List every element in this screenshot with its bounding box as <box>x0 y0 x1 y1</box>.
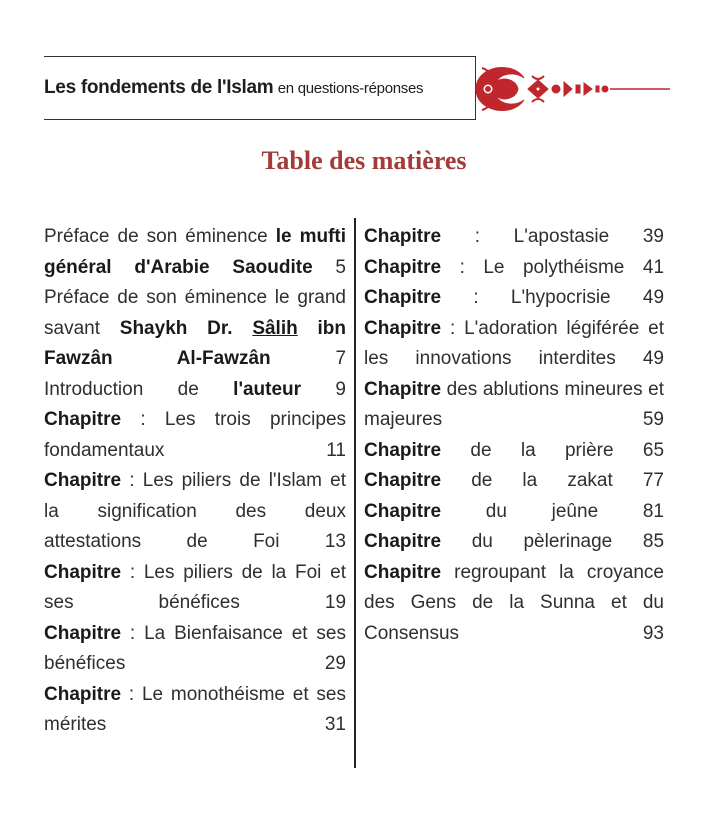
running-header <box>44 56 476 120</box>
page-number: 93 <box>642 622 664 644</box>
page-number: 81 <box>642 500 664 522</box>
chapter-label: Chapitre <box>364 439 442 461</box>
arabesque-ornament-icon <box>472 58 672 120</box>
chapter-text: L'hypocrisie <box>510 287 611 308</box>
page-number: 29 <box>324 653 346 674</box>
page-number: 5 <box>335 256 346 278</box>
page-number: 49 <box>642 287 665 308</box>
toc-entry-chapter[interactable] <box>364 253 664 284</box>
chapter-text: Les piliers de la Foi et ses bénéfices <box>44 561 346 613</box>
toc-entry-chapter[interactable] <box>44 466 346 558</box>
chapter-separator: : <box>441 226 514 247</box>
toc-entry-chapter[interactable] <box>44 619 346 680</box>
column-divider <box>354 218 356 768</box>
chapter-label: Chapitre <box>364 287 442 308</box>
page-number: 7 <box>335 348 347 369</box>
chapter-text: de la prière <box>470 439 614 461</box>
chapter-separator <box>441 562 454 583</box>
toc-title: Table des matières <box>261 146 467 175</box>
entry-bold: le mufti général d'Arabie Saoudite <box>44 226 347 278</box>
chapter-text: L'apostasie <box>513 226 610 247</box>
toc-entry-chapter[interactable] <box>364 436 664 467</box>
page-number: 39 <box>642 226 664 247</box>
toc-entry-chapter[interactable] <box>44 405 346 466</box>
chapter-separator <box>441 501 486 522</box>
toc-entry-chapter[interactable] <box>44 680 346 741</box>
chapter-text: Les trois principes fondamentaux <box>44 409 347 461</box>
toc-entry-preface-mufti[interactable] <box>44 222 346 283</box>
chapter-text: de la zakat <box>471 470 613 491</box>
toc-entry-chapter[interactable] <box>364 558 664 650</box>
chapter-label: Chapitre <box>364 226 442 247</box>
page-number: 77 <box>642 470 664 491</box>
chapter-label: Chapitre <box>364 378 442 400</box>
chapter-label: Chapitre <box>44 683 122 705</box>
chapter-separator <box>441 470 471 491</box>
chapter-label: Chapitre <box>364 256 442 278</box>
chapter-separator <box>441 531 472 552</box>
book-title: Les fondements de l'Islam <box>44 77 274 98</box>
toc-entry-chapter[interactable] <box>364 497 664 528</box>
entry-bold: l'auteur <box>233 378 302 400</box>
chapter-label: Chapitre <box>364 531 442 552</box>
chapter-separator: : <box>121 683 142 705</box>
chapter-label: Chapitre <box>364 500 442 522</box>
page-number: 59 <box>642 409 664 430</box>
header-text <box>44 77 423 99</box>
entry-prefix: Préface de son éminence <box>44 226 268 247</box>
page-number: 11 <box>326 439 346 461</box>
chapter-text: Les piliers de l'Islam et la signification des deux attestations de Foi <box>44 470 346 552</box>
entry-prefix: Introduction de <box>44 378 199 400</box>
page-number: 13 <box>324 531 346 552</box>
chapter-text: Le polythéisme <box>483 256 625 278</box>
toc-left-column <box>44 222 346 741</box>
book-subtitle: en questions-réponses <box>277 80 424 97</box>
page-number: 9 <box>335 378 346 400</box>
page-number: 65 <box>642 439 665 461</box>
toc-right-column <box>364 222 664 649</box>
chapter-text: regroupant la croyance des Gens de la Sunna et du Consensus <box>364 561 664 644</box>
chapter-text: Le monothéisme et ses mérites <box>44 683 346 735</box>
page-number: 85 <box>642 531 665 552</box>
toc-entry-preface-fawzan[interactable] <box>44 283 346 375</box>
chapter-text: du jeûne <box>485 500 599 522</box>
chapter-label: Chapitre <box>364 317 442 339</box>
chapter-separator: : <box>441 317 465 339</box>
page-number: 31 <box>324 714 346 735</box>
toc-entry-chapter[interactable] <box>44 558 346 619</box>
chapter-separator: : <box>121 409 165 430</box>
page-number: 41 <box>642 256 665 278</box>
chapter-label: Chapitre <box>44 409 122 430</box>
toc-entry-chapter[interactable] <box>364 466 664 497</box>
page-number: 19 <box>324 592 347 613</box>
toc-entry-chapter[interactable] <box>364 375 664 436</box>
chapter-separator: : <box>121 470 143 491</box>
entry-prefix: Préface de son éminence le grand savant <box>44 287 346 339</box>
toc-entry-chapter[interactable] <box>364 527 664 558</box>
chapter-separator: : <box>121 561 144 583</box>
chapter-label: Chapitre <box>364 470 442 491</box>
chapter-separator: : <box>441 287 511 308</box>
toc-entry-chapter[interactable] <box>364 222 664 253</box>
entry-bold: ibn Fawzân Al-Fawzân <box>44 317 347 369</box>
toc-entry-chapter[interactable] <box>364 283 664 314</box>
chapter-label: Chapitre <box>44 470 122 491</box>
chapter-text: du pèlerinage <box>471 531 613 552</box>
entry-bold-underlined: Sâlih <box>252 317 298 339</box>
page-number: 49 <box>642 348 664 369</box>
chapter-separator <box>441 440 470 461</box>
toc-entry-introduction[interactable] <box>44 375 346 406</box>
chapter-label: Chapitre <box>364 561 442 583</box>
chapter-label: Chapitre <box>44 561 122 583</box>
chapter-separator: : <box>121 622 145 644</box>
entry-bold: Shaykh Dr. <box>119 317 233 339</box>
chapter-text: L'adoration légiférée et les innovations interdites <box>364 317 664 369</box>
chapter-label: Chapitre <box>44 622 122 644</box>
chapter-text: La Bienfaisance et ses bénéfices <box>44 622 346 674</box>
toc-entry-chapter[interactable] <box>364 314 664 375</box>
chapter-text: des ablutions mineures et majeures <box>364 378 664 430</box>
chapter-separator: : <box>441 256 484 278</box>
